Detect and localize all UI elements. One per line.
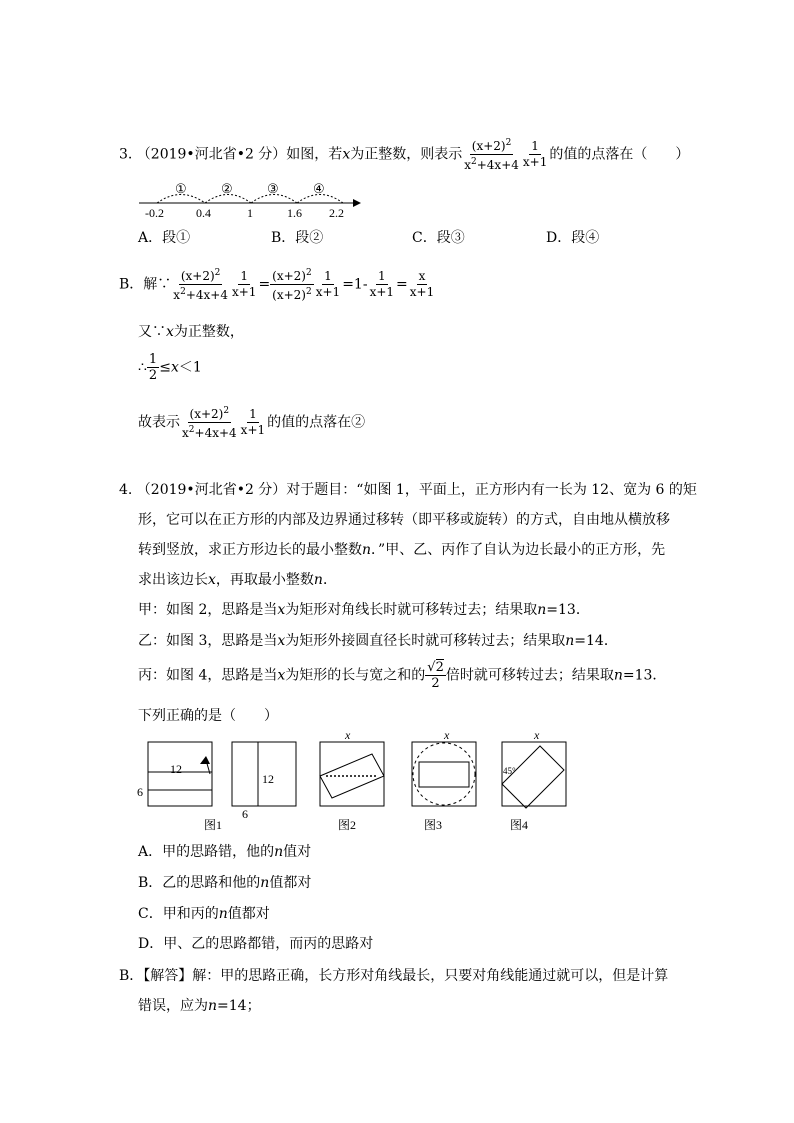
var-x: x [277,667,286,684]
fig2-caption: 图2 [338,818,357,832]
text: 为矩形的长与宽之和的 [285,667,426,684]
therefore: ∴ [138,359,147,376]
q4-solution-line1: B．【解答】解：甲的思路正确，长方形对角线最长，只要对角线能通过就可以，但是计算 [119,968,669,984]
fraction-x-over [408,269,436,300]
frac-den-b: +4x+4 [185,288,228,302]
text: 故表示 [138,414,180,431]
tick-label: 2.2 [329,206,344,220]
text: 为矩形对角线长时就可移转过去；结果取 [285,602,538,618]
text: ．”甲、乙、丙作了自认为边长最小的正方形，先 [371,542,666,558]
frac-num: 1 [240,269,249,283]
text: =14． [574,633,618,649]
var-n: n [313,572,323,588]
frac-den: x+1 [522,155,548,169]
var-x: x [208,572,216,588]
q4-jia [138,600,590,620]
exponent: 2 [306,287,312,297]
fig4-angle-label: 45° [503,766,516,776]
frac-num: 1 [148,352,158,367]
q4-option-b [138,873,311,893]
text: 值对 [283,844,312,860]
q4-figures [132,728,582,838]
text: 的值的点落在② [267,414,366,431]
q3-prefix: 3. （2019•河北省•2 分）如图，若 [119,146,343,163]
sol3-line2 [138,322,244,342]
var-n: n [274,844,284,860]
var-x: x [170,359,179,376]
text: =13． [622,667,667,684]
text: A．甲的思路错，他的 [138,844,275,860]
frac-num: (x+2) [272,269,306,283]
equals: = [396,276,408,293]
text: 错误，应为 [138,998,208,1014]
fig1-label-6b: 6 [242,807,248,821]
q4-solution-line2 [138,996,261,1016]
segment-label-2: ② [221,181,233,196]
arrow-head-icon [200,756,210,764]
fig1-label-12b: 12 [262,772,274,786]
fig1-label-6: 6 [137,785,143,799]
text: 为正整数， [173,324,244,340]
exponent: 2 [223,406,230,416]
q3-option-b: B．段② [271,230,324,246]
fig4-caption: 图4 [510,818,529,832]
var-n: n [260,875,270,891]
frac-den: 2 [431,676,440,691]
fig2-x-label: x [345,728,351,742]
text: 为矩形外接圆直径长时就可移转过去；结果取 [285,633,566,649]
fraction-expr [462,136,521,173]
q3-mid: 为正整数，则表示 [350,146,463,163]
fig4-rect-rotated [502,746,564,808]
tick-label: 1.6 [287,206,302,220]
fig3-x-label: x [444,728,450,742]
var-x: x [277,602,286,618]
frac-den: x+1 [240,423,266,437]
q4-yi [138,631,618,651]
var-n: n [218,906,228,922]
sol3-line3 [138,352,202,383]
text: ． [322,572,337,588]
fraction-expr [180,404,239,441]
text: C．甲和丙的 [138,906,219,922]
q4-line4 [138,570,337,590]
sqrt-radicand: 2 [435,660,444,675]
q4-option-c [138,904,270,924]
answer-prefix: B．解∵ [119,276,172,293]
frac-den: 2 [148,368,158,383]
tick-label: 0.4 [196,206,211,220]
sol3-line1 [119,266,436,303]
var-x: x [277,633,286,649]
exponent: 2 [188,425,195,435]
q4-line2: 形，它可以在正方形的内部及边界通过移转（即平移或旋转）的方式，自由地从横放移 [138,512,670,528]
fraction-1-over [521,139,549,170]
fraction-expr [171,266,230,303]
equals: = [258,276,271,293]
exponent: 2 [180,287,186,297]
fraction-half [147,352,159,383]
q4-bing [138,660,666,691]
sqrt-icon: √ [427,660,436,675]
text: 值都对 [269,875,312,891]
fig1-rect-vertical [232,742,258,806]
tick-label: -0.2 [145,206,164,220]
q3-option-a: A．段① [138,230,191,246]
frac-num: 1 [377,269,386,283]
fig3-square [412,742,476,806]
leq: ≤ [159,359,171,376]
text: 值都对 [227,906,270,922]
fig1-caption: 图1 [204,818,223,832]
text: =14； [217,998,261,1014]
q4-line3 [138,540,665,560]
var-n: n [537,602,547,618]
exponent: 2 [505,138,512,148]
frac-den: (x+2) [272,288,306,302]
text: 乙：如图 3，思路是当 [138,633,278,649]
fig3-caption: 图3 [424,818,443,832]
fraction-1-over [314,269,342,300]
text: 转到竖放，求正方形边长的最小整数 [138,542,362,558]
fig4-x-label: x [534,728,540,742]
tick-label: 1 [247,206,253,220]
fig1-label-12: 12 [170,762,182,776]
fraction-1-over [368,269,396,300]
q3-stem [119,136,689,173]
segment-label-4: ④ [313,181,325,196]
equals-one-minus: =1- [342,276,368,293]
segment-label-1: ① [175,181,187,196]
fraction-sqrt2-over-2 [425,660,446,691]
fig3-rect [419,762,469,787]
q3-option-d: D．段④ [546,230,600,246]
fraction-1-over [239,407,267,438]
segment-label-3: ③ [267,181,279,196]
frac-den-b: +4x+4 [194,426,237,440]
var-n: n [613,667,623,684]
text: B．乙的思路和他的 [138,875,261,891]
arrow-head-icon [353,199,361,207]
frac-den-a: x [464,158,471,172]
frac-num: (x+2) [189,407,224,421]
frac-num: 1 [531,139,539,153]
exponent: 2 [471,157,477,167]
text: 倍时就可移转过去；结果取 [445,667,614,684]
text: 丙：如图 4，思路是当 [138,667,278,684]
frac-den-a: x [173,288,181,302]
text: 求出该边长 [138,572,208,588]
text: 甲：如图 2，思路是当 [138,602,278,618]
var-n: n [208,998,218,1014]
frac-num: 1 [324,269,332,283]
frac-den: x+1 [369,285,395,299]
fig2-square [320,742,384,806]
text: ＜1 [178,359,202,376]
q3-suffix: 的值的点落在（ ） [549,146,690,163]
frac-den-b: +4x+4 [476,158,519,172]
frac-den: x+1 [231,285,257,299]
var-x: x [342,146,351,163]
q4-line1: 4. （2019•河北省•2 分）对于题目：“如图 1，平面上，正方形内有一长为 12、宽为 6 的矩 [119,482,697,498]
frac-num: x [418,269,426,283]
fraction-squared [270,266,314,303]
text: =13． [546,602,590,618]
frac-num: (x+2) [471,139,506,153]
q4-ask: 下列正确的是（ ） [138,708,278,724]
frac-den: x+1 [315,285,341,299]
fraction-1-over [230,269,258,300]
frac-den-a: x [182,426,189,440]
sol3-line4 [138,404,365,441]
text: 又∵ [138,324,166,340]
var-n: n [362,542,372,558]
frac-num: (x+2) [180,269,215,283]
q3-option-c: C．段③ [412,230,465,246]
exponent: 2 [306,268,312,278]
number-line-figure [135,176,370,220]
q4-option-d: D．甲、乙的思路都错，而丙的思路对 [138,936,374,952]
q4-option-a [138,842,311,862]
text: ，再取最小整数 [215,572,314,588]
frac-num: 1 [249,407,257,421]
frac-den: x+1 [409,285,435,299]
exponent: 2 [214,268,221,278]
fig3-circumcircle [413,743,475,805]
var-n: n [565,633,575,649]
var-x: x [166,324,174,340]
